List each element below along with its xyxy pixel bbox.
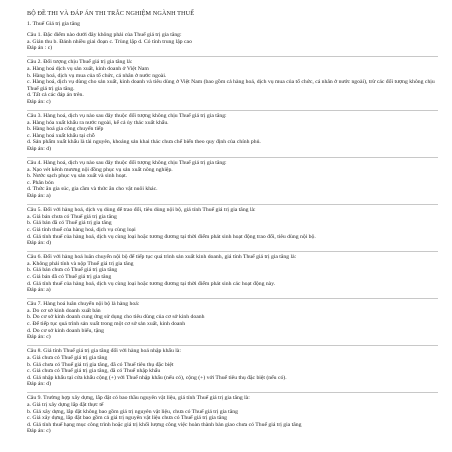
answer-key: Đáp án: c): [27, 428, 51, 435]
question-list: [27, 32, 438, 435]
answer-option: c. Để tiếp tục quá trình sản xuất trong một cơ sở sản xuất, kinh doanh: [27, 321, 186, 328]
question-divider: [27, 204, 438, 205]
answer-option: c. Hàng hoá, dịch vụ dùng cho sản xuất, kinh doanh và tiêu dùng ở Việt Nam (bao gồm cả hàng hoá, dịch vụ mua của tổ chức, cá nhân ở nước ngoài), trừ các đối tượng không chịu Thuế giá trị gia tăng.: [27, 79, 435, 92]
question-divider: [27, 157, 438, 158]
answer-option: d. Giá tính thuế hạng mục công trình hoặc giá trị khối lượng công việc hoàn thành bàn giao chưa có Thuế giá trị gia tăng: [27, 421, 302, 428]
answer-option: c. Giá tính thuế của hàng hoá, dịch vụ cùng loại: [27, 226, 136, 233]
answer-option: a. Giá chưa có Thuế giá trị gia tăng: [27, 354, 108, 361]
answer-option: c. Giá xây dựng, lắp đặt bao gồm cả giá trị nguyên vật liệu chưa có Thuế giá trị gia tăng: [27, 415, 228, 422]
question-divider: [27, 345, 438, 346]
answer-option: d. Giá tính thuế của hàng hoá, dịch vụ cùng loại hoặc tương đương tại thời điểm phát sinh các hoạt động này.: [27, 280, 276, 287]
question-divider: [27, 298, 438, 299]
answer-option: b. Giá bán chưa có Thuế giá trị gia tăng: [27, 267, 118, 274]
answer-key: Đáp án: a): [27, 193, 51, 200]
answer-option: b. Nước sạch phục vụ sản xuất và sinh hoạt.: [27, 173, 128, 180]
question-divider: [27, 110, 438, 111]
section-title: 1. Thuế Giá trị gia tăng: [27, 21, 80, 27]
answer-key: Đáp án: d): [27, 146, 52, 152]
answer-key: Đáp án : c): [27, 45, 53, 52]
question-block: [27, 298, 438, 341]
answer-option: b. Giá xây dựng, lắp đặt không bao gồm giá trị nguyên vật liệu, chưa có Thuế giá trị gia tăng: [27, 408, 238, 415]
answer-option: c. Phân bón: [27, 179, 54, 186]
answer-option: d. Tất cả các đáp án trên.: [27, 92, 84, 99]
question-block: [27, 56, 438, 105]
question-block: [27, 251, 438, 294]
question-divider: [27, 251, 438, 252]
question-text: Câu 3. Hàng hoá, dịch vụ nào sau đây thuộc đối tượng không chịu Thuế giá trị gia tăng:: [27, 113, 227, 120]
answer-option: a. Do cơ sở kinh doanh xuất bán: [27, 307, 101, 314]
question-block: [27, 157, 438, 200]
question-block: [27, 110, 438, 153]
answer-option: a. Nạo vét kênh mương nội đồng phục vụ sản xuất nông nghiệp.: [27, 166, 173, 173]
answer-option: a. Gián thu b. Đánh nhiều giai đoạn c. Trùng lặp d. Có tính trung lập cao: [27, 38, 192, 45]
answer-option: d. Giá nhập khẩu tại cửa khẩu cộng (+) với Thuế nhập khẩu (nếu có), cộng (+) với Thuế tiêu thụ đặc biệt (nếu có).: [27, 374, 287, 381]
question-block: [27, 32, 438, 52]
answer-key: Đáp án: c): [27, 98, 51, 105]
question-block: [27, 345, 438, 388]
answer-key: Đáp án: c): [27, 334, 51, 341]
question-text: Câu 6. Đối với hàng hoá luân chuyển nội bộ để tiếp tục quá trình sản xuất kinh doanh, giá tính Thuế giá trị gia tăng là:: [27, 254, 297, 261]
question-block: [27, 204, 438, 247]
answer-option: d. Sản phẩm xuất khẩu là tài nguyên, khoáng sản khai thác chưa chế biến theo quy định của chính phủ.: [27, 139, 261, 146]
answer-option: a. Hàng hóa xuất khẩu ra nước ngoài, kể cả ủy thác xuất khẩu.: [27, 119, 169, 126]
answer-option: a. Không phải tính và nộp Thuế giá trị gia tăng: [27, 260, 134, 267]
answer-option: b. Hàng hoá, dịch vụ mua của tổ chức, cá nhân ở nước ngoài.: [27, 72, 167, 79]
answer-key: Đáp án: d): [27, 240, 52, 247]
answer-option: b. Do cơ sở kinh doanh cung ứng sử dụng cho tiêu dùng của cơ sở kinh doanh: [27, 314, 205, 321]
question-text: Câu 9. Trường hợp xây dựng, lắp đặt có bao thầu nguyên vật liệu, giá tính Thuế giá trị gia tăng là:: [27, 395, 250, 402]
answer-option: c. Giá chưa có Thuế giá trị gia tăng, đã có Thuế nhập khẩu: [27, 368, 161, 375]
document-title: BỘ ĐỀ THI VÀ ĐÁP ÁN THI TRẮC NGHIỆM NGÀNH THUẾ: [27, 10, 195, 17]
answer-option: a. Giá trị xây dựng lắp đặt thực tế: [27, 402, 104, 408]
answer-option: d. Giá tính thuế của hàng hoá, dịch vụ cùng loại hoặc tương đương tại thời điểm phát sinh hoạt động trao đổi, tiêu dùng nội bộ.: [27, 233, 316, 240]
answer-option: c. Hàng hoá xuất khẩu tại chỗ: [27, 132, 95, 139]
question-text: Câu 5. Đối với hàng hoá, dịch vụ dùng để trao đổi, tiêu dùng nội bộ, giá tính Thuế giá trị gia tăng là:: [27, 207, 256, 214]
question-text: Câu 4. Hàng hoá, dịch vụ nào sau đây thuộc đối tượng không chịu Thuế giá trị gia tăng:: [27, 160, 227, 167]
answer-option: b. Giá chưa có Thuế giá trị gia tăng, đã có Thuế tiêu thụ đặc biệt: [27, 361, 174, 368]
question-text: Câu 2. Đối tượng chịu Thuế giá trị gia tăng là:: [27, 59, 133, 66]
answer-option: b. Giá bán đã có Thuế giá trị gia tăng: [27, 220, 112, 227]
question-divider: [27, 56, 438, 57]
question-divider: [27, 392, 438, 393]
question-text: Câu 8. Giá tính Thuế giá trị gia tăng đối với hàng hoá nhập khẩu là:: [27, 348, 181, 355]
answer-key: Đáp án: d): [27, 381, 52, 388]
answer-option: b. Hàng hoá gia công chuyển tiếp: [27, 126, 104, 133]
answer-option: a. Giá bán chưa có Thuế giá trị gia tăng: [27, 213, 117, 220]
answer-option: d. Thức ăn gia súc, gia cầm và thức ăn cho vật nuôi khác.: [27, 186, 158, 193]
answer-option: a. Hàng hoá dịch vụ sản xuất, kinh doanh ở Việt Nam: [27, 65, 149, 72]
answer-key: Đáp án: a): [27, 287, 51, 294]
question-text: Câu 1. Đặc điểm nào dưới đây không phải của Thuế giá trị gia tăng:: [27, 32, 182, 39]
question-block: [27, 392, 438, 435]
answer-option: c. Giá bán đã có Thuế giá trị gia tăng: [27, 274, 112, 280]
answer-option: d. Do cơ sở kinh doanh biếu, tặng: [27, 327, 104, 334]
question-text: Câu 7. Hàng hoá luân chuyển nội bộ là hàng hoá:: [27, 301, 140, 308]
